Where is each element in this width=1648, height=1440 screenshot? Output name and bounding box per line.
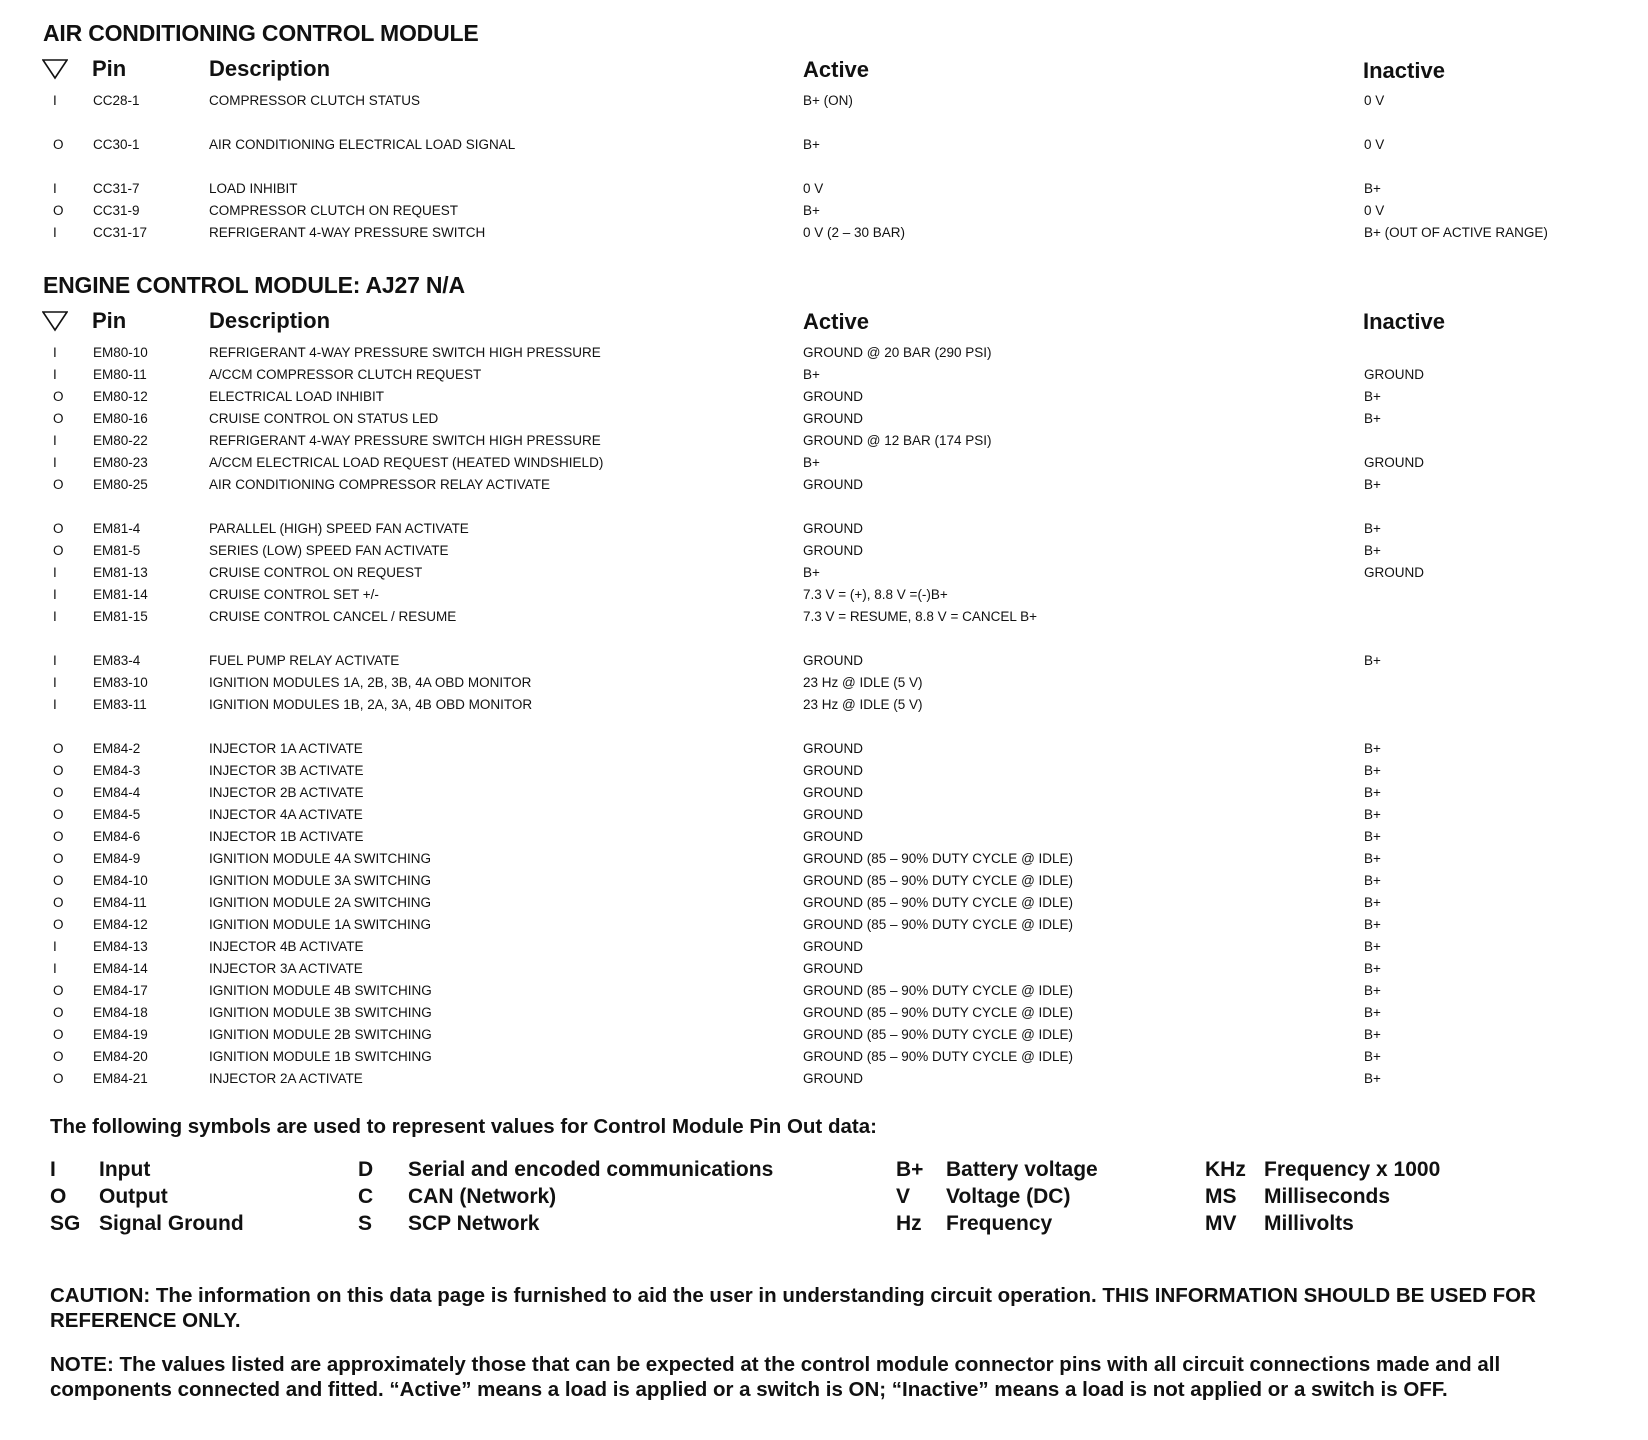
table-row	[0, 805, 1648, 825]
row-description: AIR CONDITIONING COMPRESSOR RELAY ACTIVATE	[209, 477, 551, 492]
row-pin: EM84-9	[93, 851, 141, 866]
row-active-value: 0 V (2 – 30 BAR)	[803, 225, 906, 240]
table-row	[0, 673, 1648, 693]
row-active-value: GROUND	[803, 785, 863, 800]
note-text: NOTE: The values listed are approximately those that can be expected at the control module connector pins with all circuit connections made and all components connected and fitted. “Active” means a load is applied or a switch is ON; “Inactive” means a load is not applied or a switch is OFF.	[50, 1353, 1501, 1401]
legend-text: Milliseconds	[1264, 1185, 1391, 1208]
table-row	[0, 739, 1648, 759]
row-inactive-value: B+	[1364, 807, 1381, 822]
row-active-value: B+ (ON)	[803, 93, 853, 108]
row-description: INJECTOR 3B ACTIVATE	[209, 763, 364, 778]
row-active-value: GROUND @ 12 BAR (174 PSI)	[803, 433, 992, 448]
legend-text: SCP Network	[408, 1212, 540, 1235]
legend-symbol: KHz	[1205, 1158, 1246, 1181]
row-io-flag: I	[53, 93, 57, 108]
row-pin: EM84-12	[93, 917, 148, 932]
row-inactive-value: B+	[1364, 1049, 1381, 1064]
row-active-value: GROUND (85 – 90% DUTY CYCLE @ IDLE)	[803, 873, 1074, 888]
row-inactive-value: GROUND	[1364, 455, 1424, 470]
row-description: IGNITION MODULE 4B SWITCHING	[209, 983, 432, 998]
row-description: ELECTRICAL LOAD INHIBIT	[209, 389, 385, 404]
row-active-value: GROUND	[803, 829, 863, 844]
legend-text: Input	[99, 1158, 151, 1181]
row-description: FUEL PUMP RELAY ACTIVATE	[209, 653, 400, 668]
row-active-value: B+	[803, 203, 820, 218]
row-io-flag: O	[53, 411, 64, 426]
row-description: INJECTOR 4A ACTIVATE	[209, 807, 363, 822]
row-io-flag: O	[53, 389, 64, 404]
row-active-value: GROUND (85 – 90% DUTY CYCLE @ IDLE)	[803, 895, 1074, 910]
row-io-flag: I	[53, 455, 57, 470]
row-description: REFRIGERANT 4-WAY PRESSURE SWITCH HIGH PRESSURE	[209, 345, 601, 360]
io-direction-triangle-icon	[42, 58, 68, 80]
row-inactive-value: B+	[1364, 1005, 1381, 1020]
row-io-flag: O	[53, 1049, 64, 1064]
row-pin: EM84-19	[93, 1027, 148, 1042]
legend-text: Battery voltage	[946, 1158, 1098, 1181]
row-inactive-value: B+	[1364, 939, 1381, 954]
row-active-value: GROUND	[803, 741, 863, 756]
row-inactive-value: B+	[1364, 829, 1381, 844]
table-row	[0, 343, 1648, 363]
row-active-value: GROUND	[803, 389, 863, 404]
row-pin: EM84-6	[93, 829, 141, 844]
table-row	[0, 695, 1648, 715]
row-io-flag: O	[53, 477, 64, 492]
row-inactive-value: B+	[1364, 741, 1381, 756]
legend-symbol: I	[50, 1158, 56, 1181]
legend-text: Frequency x 1000	[1264, 1158, 1441, 1181]
row-pin: EM81-13	[93, 565, 148, 580]
table-row	[0, 981, 1648, 1001]
row-description: IGNITION MODULE 4A SWITCHING	[209, 851, 432, 866]
row-description: LOAD INHIBIT	[209, 181, 298, 196]
table-row	[0, 651, 1648, 671]
row-inactive-value: B+	[1364, 785, 1381, 800]
row-description: INJECTOR 3A ACTIVATE	[209, 961, 363, 976]
row-description: PARALLEL (HIGH) SPEED FAN ACTIVATE	[209, 521, 469, 536]
row-description: IGNITION MODULES 1A, 2B, 3B, 4A OBD MONITOR	[209, 675, 532, 690]
row-io-flag: I	[53, 939, 57, 954]
row-inactive-value: B+	[1364, 1071, 1381, 1086]
row-active-value: GROUND	[803, 939, 863, 954]
row-inactive-value: B+	[1364, 961, 1381, 976]
row-io-flag: I	[53, 433, 57, 448]
table-row	[0, 563, 1648, 583]
column-header-description: Description	[209, 56, 331, 81]
row-description: IGNITION MODULE 1A SWITCHING	[209, 917, 432, 932]
row-active-value: B+	[803, 565, 820, 580]
table-row	[0, 1003, 1648, 1023]
row-io-flag: O	[53, 917, 64, 932]
row-io-flag: O	[53, 137, 64, 152]
table-row	[0, 387, 1648, 407]
row-pin: EM83-11	[93, 697, 147, 712]
row-inactive-value: B+	[1364, 895, 1381, 910]
row-description: IGNITION MODULE 3B SWITCHING	[209, 1005, 432, 1020]
table-row	[0, 453, 1648, 473]
legend-title: The following symbols are used to represent values for Control Module Pin Out data:	[50, 1115, 877, 1138]
row-active-value: B+	[803, 137, 820, 152]
legend-symbol: D	[358, 1158, 374, 1181]
row-description: REFRIGERANT 4-WAY PRESSURE SWITCH	[209, 225, 486, 240]
row-io-flag: O	[53, 1027, 64, 1042]
column-header-inactive: Inactive	[1363, 58, 1445, 83]
row-pin: CC30-1	[93, 137, 140, 152]
legend-text: Millivolts	[1264, 1212, 1354, 1235]
row-pin: EM80-12	[93, 389, 148, 404]
row-description: INJECTOR 2A ACTIVATE	[209, 1071, 363, 1086]
table-row	[0, 585, 1648, 605]
row-io-flag: O	[53, 851, 64, 866]
table-row	[0, 431, 1648, 451]
row-io-flag: I	[53, 653, 57, 668]
table-row	[0, 91, 1648, 111]
row-io-flag: O	[53, 807, 64, 822]
row-description: INJECTOR 1B ACTIVATE	[209, 829, 364, 844]
row-pin: CC31-7	[93, 181, 140, 196]
row-active-value: 0 V	[803, 181, 824, 196]
row-inactive-value: B+	[1364, 411, 1381, 426]
row-inactive-value: GROUND	[1364, 367, 1424, 382]
column-header-description: Description	[209, 308, 331, 333]
row-description: IGNITION MODULE 3A SWITCHING	[209, 873, 432, 888]
row-inactive-value: B+	[1364, 521, 1381, 536]
row-active-value: GROUND	[803, 543, 863, 558]
row-io-flag: O	[53, 741, 64, 756]
table-row	[0, 607, 1648, 627]
row-io-flag: O	[53, 785, 64, 800]
row-active-value: GROUND	[803, 1071, 863, 1086]
legend-text: Frequency	[946, 1212, 1053, 1235]
section-title-accm: AIR CONDITIONING CONTROL MODULE	[43, 20, 479, 46]
row-active-value: GROUND (85 – 90% DUTY CYCLE @ IDLE)	[803, 983, 1074, 998]
table-row	[0, 223, 1648, 243]
row-inactive-value: 0 V	[1364, 203, 1385, 218]
column-header-pin: Pin	[92, 308, 127, 333]
row-io-flag: I	[53, 345, 57, 360]
table-row	[0, 827, 1648, 847]
column-header-inactive: Inactive	[1363, 309, 1445, 334]
legend-text: Output	[99, 1185, 168, 1208]
row-description: INJECTOR 4B ACTIVATE	[209, 939, 364, 954]
row-active-value: B+	[803, 455, 820, 470]
row-io-flag: O	[53, 763, 64, 778]
row-pin: EM84-21	[93, 1071, 148, 1086]
row-io-flag: I	[53, 675, 57, 690]
row-active-value: 7.3 V = RESUME, 8.8 V = CANCEL B+	[803, 609, 1037, 624]
row-pin: EM83-10	[93, 675, 148, 690]
row-inactive-value: B+	[1364, 763, 1381, 778]
row-inactive-value: 0 V	[1364, 93, 1385, 108]
row-description: CRUISE CONTROL ON REQUEST	[209, 565, 423, 580]
row-active-value: GROUND	[803, 521, 863, 536]
row-active-value: GROUND @ 20 BAR (290 PSI)	[803, 345, 992, 360]
row-pin: EM84-17	[93, 983, 148, 998]
table-row	[0, 937, 1648, 957]
table-row	[0, 915, 1648, 935]
table-row	[0, 761, 1648, 781]
row-pin: EM80-10	[93, 345, 148, 360]
row-pin: EM81-14	[93, 587, 148, 602]
legend-symbol: S	[358, 1212, 373, 1235]
table-row	[0, 849, 1648, 869]
table-row	[0, 519, 1648, 539]
row-inactive-value: B+	[1364, 873, 1381, 888]
legend-text: Signal Ground	[99, 1212, 244, 1235]
row-pin: EM81-4	[93, 521, 141, 536]
row-io-flag: O	[53, 895, 64, 910]
row-io-flag: O	[53, 1005, 64, 1020]
legend-symbol: SG	[50, 1212, 81, 1235]
table-row	[0, 409, 1648, 429]
row-inactive-value: B+	[1364, 477, 1381, 492]
legend-symbol: MS	[1205, 1185, 1237, 1208]
row-inactive-value: B+	[1364, 389, 1381, 404]
row-io-flag: I	[53, 609, 57, 624]
row-pin: EM84-2	[93, 741, 141, 756]
table-row	[0, 475, 1648, 495]
row-active-value: GROUND	[803, 477, 863, 492]
row-pin: EM80-23	[93, 455, 148, 470]
table-row	[0, 179, 1648, 199]
row-inactive-value: B+	[1364, 1027, 1381, 1042]
row-inactive-value: B+	[1364, 851, 1381, 866]
row-inactive-value: 0 V	[1364, 137, 1385, 152]
row-pin: EM84-20	[93, 1049, 148, 1064]
legend-text: CAN (Network)	[408, 1185, 557, 1208]
row-io-flag: I	[53, 225, 57, 240]
section-title-ecm: ENGINE CONTROL MODULE: AJ27 N/A	[43, 272, 465, 298]
row-io-flag: I	[53, 697, 57, 712]
row-inactive-value: B+	[1364, 983, 1381, 998]
row-inactive-value: B+	[1364, 917, 1381, 932]
io-direction-triangle-icon	[42, 310, 68, 332]
row-description: AIR CONDITIONING ELECTRICAL LOAD SIGNAL	[209, 137, 516, 152]
row-io-flag: O	[53, 983, 64, 998]
row-pin: EM80-11	[93, 367, 147, 382]
row-active-value: GROUND (85 – 90% DUTY CYCLE @ IDLE)	[803, 851, 1074, 866]
legend-symbol: C	[358, 1185, 374, 1208]
row-pin: EM84-13	[93, 939, 148, 954]
row-io-flag: I	[53, 565, 57, 580]
legend-text: Serial and encoded communications	[408, 1158, 774, 1181]
row-active-value: GROUND (85 – 90% DUTY CYCLE @ IDLE)	[803, 1027, 1074, 1042]
column-header-pin: Pin	[92, 56, 127, 81]
row-pin: EM81-15	[93, 609, 148, 624]
row-io-flag: O	[53, 203, 64, 218]
table-row	[0, 1025, 1648, 1045]
row-pin: EM84-3	[93, 763, 141, 778]
row-description: COMPRESSOR CLUTCH STATUS	[209, 93, 421, 108]
row-description: REFRIGERANT 4-WAY PRESSURE SWITCH HIGH PRESSURE	[209, 433, 601, 448]
row-io-flag: O	[53, 543, 64, 558]
row-active-value: GROUND	[803, 411, 863, 426]
row-description: INJECTOR 1A ACTIVATE	[209, 741, 363, 756]
row-inactive-value: B+	[1364, 543, 1381, 558]
row-pin: EM84-18	[93, 1005, 148, 1020]
table-row	[0, 541, 1648, 561]
row-inactive-value: B+ (OUT OF ACTIVE RANGE)	[1364, 225, 1548, 240]
row-active-value: B+	[803, 367, 820, 382]
row-io-flag: O	[53, 829, 64, 844]
row-pin: EM80-25	[93, 477, 148, 492]
row-inactive-value: GROUND	[1364, 565, 1424, 580]
row-pin: EM83-4	[93, 653, 141, 668]
table-row	[0, 1069, 1648, 1089]
row-description: IGNITION MODULE 2A SWITCHING	[209, 895, 432, 910]
column-header-active: Active	[803, 57, 870, 82]
row-pin: EM84-10	[93, 873, 148, 888]
symbol-legend	[0, 1156, 1648, 1240]
row-pin: EM84-14	[93, 961, 148, 976]
column-header-active: Active	[803, 309, 870, 334]
table-row	[0, 1047, 1648, 1067]
table-row	[0, 201, 1648, 221]
row-active-value: GROUND	[803, 807, 863, 822]
row-pin: CC28-1	[93, 93, 140, 108]
row-pin: EM81-5	[93, 543, 141, 558]
table-row	[0, 959, 1648, 979]
row-inactive-value: B+	[1364, 653, 1381, 668]
row-io-flag: I	[53, 961, 57, 976]
legend-symbol: MV	[1205, 1212, 1237, 1235]
row-pin: CC31-9	[93, 203, 140, 218]
table-row	[0, 365, 1648, 385]
row-inactive-value: B+	[1364, 181, 1381, 196]
row-description: IGNITION MODULES 1B, 2A, 3A, 4B OBD MONITOR	[209, 697, 533, 712]
row-description: CRUISE CONTROL SET +/-	[209, 587, 379, 602]
row-description: SERIES (LOW) SPEED FAN ACTIVATE	[209, 543, 449, 558]
row-pin: EM84-5	[93, 807, 141, 822]
row-active-value: 7.3 V = (+), 8.8 V =(-)B+	[803, 587, 948, 602]
row-pin: EM80-16	[93, 411, 148, 426]
row-active-value: GROUND (85 – 90% DUTY CYCLE @ IDLE)	[803, 917, 1074, 932]
row-description: COMPRESSOR CLUTCH ON REQUEST	[209, 203, 459, 218]
row-pin: EM84-11	[93, 895, 147, 910]
row-pin: CC31-17	[93, 225, 148, 240]
table-row	[0, 871, 1648, 891]
table-row	[0, 783, 1648, 803]
legend-symbol: Hz	[896, 1212, 922, 1235]
caution-text: CAUTION: The information on this data page is furnished to aid the user in understanding circuit operation. THIS INFORMATION SHOULD BE USED FOR REFERENCE ONLY.	[50, 1284, 1536, 1332]
row-active-value: 23 Hz @ IDLE (5 V)	[803, 697, 923, 712]
row-active-value: GROUND	[803, 961, 863, 976]
row-io-flag: I	[53, 367, 57, 382]
table-row	[0, 135, 1648, 155]
row-description: INJECTOR 2B ACTIVATE	[209, 785, 364, 800]
row-description: A/CCM COMPRESSOR CLUTCH REQUEST	[209, 367, 482, 382]
row-active-value: GROUND	[803, 763, 863, 778]
row-io-flag: O	[53, 521, 64, 536]
row-description: A/CCM ELECTRICAL LOAD REQUEST (HEATED WINDSHIELD)	[209, 455, 604, 470]
legend-symbol: O	[50, 1185, 67, 1208]
row-description: IGNITION MODULE 1B SWITCHING	[209, 1049, 432, 1064]
row-io-flag: O	[53, 873, 64, 888]
table-row	[0, 893, 1648, 913]
row-pin: EM84-4	[93, 785, 141, 800]
row-active-value: GROUND (85 – 90% DUTY CYCLE @ IDLE)	[803, 1005, 1074, 1020]
row-io-flag: I	[53, 181, 57, 196]
row-io-flag: I	[53, 587, 57, 602]
row-active-value: GROUND	[803, 653, 863, 668]
row-io-flag: O	[53, 1071, 64, 1086]
row-active-value: GROUND (85 – 90% DUTY CYCLE @ IDLE)	[803, 1049, 1074, 1064]
legend-symbol: V	[896, 1185, 911, 1208]
row-description: IGNITION MODULE 2B SWITCHING	[209, 1027, 432, 1042]
row-description: CRUISE CONTROL CANCEL / RESUME	[209, 609, 457, 624]
legend-text: Voltage (DC)	[946, 1185, 1071, 1208]
row-pin: EM80-22	[93, 433, 148, 448]
row-description: CRUISE CONTROL ON STATUS LED	[209, 411, 439, 426]
row-active-value: 23 Hz @ IDLE (5 V)	[803, 675, 923, 690]
legend-symbol: B+	[896, 1158, 924, 1181]
